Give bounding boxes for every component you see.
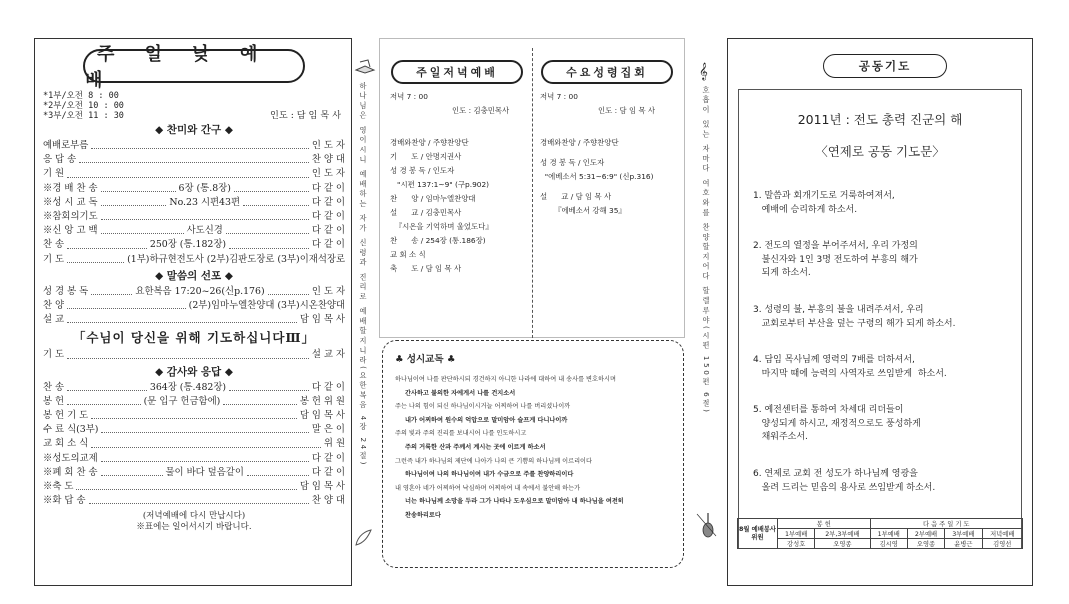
prayer-year-heading: 2011년 : 전도 총력 진군의 해 (797, 112, 963, 127)
duty-col-header: 저녁예배 (982, 529, 1022, 539)
footer-stand-note: ※표에는 일어서시기 바랍니다. (136, 522, 252, 533)
dot-leader (91, 148, 309, 149)
dot-leader (101, 461, 309, 462)
order-item: ※경 배 찬 송 (43, 182, 98, 194)
order-detail: No.23 시편43편 (169, 196, 241, 208)
duty-col-header: 1부예배 (778, 529, 815, 539)
order-detail: 250장 (통.182장) (149, 239, 227, 251)
reading-leader-line: 하나님이여 나를 판단하시되 경건하지 아니한 나라에 대하여 내 송사를 변호하시며 (395, 376, 616, 383)
order-row (43, 238, 345, 252)
reading-leader-line: 내 영혼아 네가 어찌하여 낙심하며 어찌하여 내 속에서 불안해 하는가 (395, 484, 581, 492)
common-prayer-title: 공동기도 (823, 54, 947, 78)
order-word-prayer (43, 348, 345, 362)
program-person: / 주향찬양단 (425, 138, 469, 147)
vertical-verse-left: 하나님은 영이시니 예배하는 자가 신령과 진리로 예배할지니라(요한복음 4장 24절) (359, 82, 368, 468)
program-person: / 인도자 (575, 158, 605, 167)
program-item: 설 교 (540, 192, 569, 201)
reading-leader-line: 주는 나의 힘이 되신 하나님이시거늘 어찌하여 나를 버리셨나이까 (395, 403, 571, 411)
wednesday-service-block (540, 90, 655, 218)
duty-name: 김시영 (870, 539, 907, 549)
order-detail: 사도신경 (186, 225, 223, 237)
dot-leader (67, 404, 141, 405)
order-row (43, 210, 345, 224)
order-row (43, 480, 345, 494)
prayer-line: 1. 말씀과 회개기도로 거룩하여져서, (753, 191, 895, 201)
order-person: 찬 양 대 (311, 495, 345, 507)
dot-leader (229, 248, 309, 249)
section-thanks-heading: ◆ 감사와 응답 ◆ (155, 365, 233, 378)
reading-response-line: 주의 거룩한 산과 주께서 계시는 곳에 이르게 하소서 (405, 443, 546, 451)
duty-name: 강성호 (778, 539, 815, 549)
order-person: 다 같 이 (311, 452, 345, 464)
prayer-box (738, 89, 1022, 549)
prayer-line: 교회로부터 부산을 덮는 구령의 해가 되게 하소서. (753, 318, 956, 329)
program-row (390, 178, 509, 192)
prayer-item (753, 468, 935, 495)
program-person: / 인도자 (425, 166, 455, 175)
dot-leader (268, 294, 309, 295)
program-item: 성 경 봉 독 (390, 166, 426, 175)
duty-name: 김영선 (982, 539, 1022, 549)
order-item: 예배로부름 (43, 140, 89, 151)
dot-leader (79, 162, 309, 163)
dot-leader (76, 489, 296, 490)
dot-leader (89, 503, 309, 504)
duty-group-prayer: 다 음 주 일 기 도 (870, 519, 1022, 529)
duty-name: 윤병근 (945, 539, 982, 549)
program-row (540, 170, 655, 184)
duty-col-header: 1부예배 (870, 529, 907, 539)
program-row (390, 206, 509, 220)
duty-col-header: 2부예배 (907, 529, 944, 539)
sermon-title: 「수님이 당신을 위해 기도하십니다Ⅲ」 (72, 330, 316, 346)
order-person: 인 도 자 (311, 168, 345, 180)
order-row (43, 381, 345, 395)
program-item: 설 교 (390, 208, 419, 217)
prayer-item (753, 240, 918, 281)
dot-leader (234, 191, 309, 192)
program-item: 기 도 (390, 152, 419, 161)
order-thanks (43, 381, 345, 509)
order-row (43, 466, 345, 480)
prayer-item (753, 354, 947, 381)
program-row (390, 150, 509, 164)
service-times (43, 91, 345, 121)
order-item: ※축 도 (43, 481, 74, 493)
order-row (43, 182, 345, 196)
dot-leader (67, 262, 124, 263)
program-row (540, 156, 655, 170)
evening-service-block (390, 90, 509, 276)
program-item: 축 도 (390, 264, 419, 273)
program-item: "에베소서 5:31~6:9" (신p.316) (540, 172, 654, 181)
leaf-icon (352, 527, 374, 549)
evening-time: 저녁 7 : 00 (390, 92, 428, 101)
reading-response-line: 찬송하리로다 (405, 511, 441, 519)
order-item: 찬 양 (43, 300, 65, 312)
time-3: *3부/오전 11 : 30 (43, 111, 124, 121)
order-item: 설 교 (43, 314, 65, 326)
order-item: ※화 답 송 (43, 495, 86, 507)
order-row (43, 139, 345, 153)
dot-leader (229, 390, 309, 391)
sunday-service-panel (34, 38, 352, 586)
order-row (43, 452, 345, 466)
reading-leader-line: 주의 빛과 주의 진리를 보내시어 나를 인도하시고 (395, 430, 527, 438)
order-person: 담 임 목 사 (299, 481, 345, 493)
footer-evening-note: (저녁예배에 다시 만납시다) (142, 511, 246, 522)
time-2: *2부/오전 10 : 00 (43, 101, 124, 111)
program-person: / 254장 (통.186장) (418, 236, 486, 245)
order-row (43, 285, 345, 299)
order-row (43, 494, 345, 508)
order-row (43, 299, 345, 313)
order-item: 기 도 (43, 253, 65, 265)
order-detail: (2부)임마누엘찬양대 (3부)시온찬양대 (188, 300, 345, 312)
order-item: 봉 헌 (43, 395, 65, 407)
wednesday-service-title: 수요성령집회 (541, 60, 673, 84)
program-person: / 담 임 목 사 (568, 192, 612, 201)
order-item: 찬 송 (43, 239, 65, 251)
order-row (43, 423, 345, 437)
duty-table (737, 518, 1023, 549)
program-item: 성 경 봉 독 (540, 158, 576, 167)
prayer-line: 마지막 때에 능력의 사역자로 쓰임받게 하소서. (753, 368, 947, 379)
order-item: 수 료 식(3부) (43, 424, 99, 436)
program-item: 찬 양 (390, 194, 419, 203)
order-row (43, 409, 345, 423)
order-person: 다 같 이 (311, 239, 345, 251)
program-person: / 김충민목사 (418, 208, 462, 217)
order-detail: 6장 (통.8장) (178, 182, 231, 194)
order-detail: 364장 (통.482장) (149, 381, 227, 393)
dot-leader (101, 432, 308, 433)
program-row (390, 192, 509, 206)
section-praise-heading: ◆ 찬미와 간구 ◆ (155, 124, 233, 136)
program-person: / 임마누엘찬양대 (418, 194, 476, 203)
program-item: 찬 송 (390, 236, 419, 245)
order-row (43, 196, 345, 210)
program-row (390, 220, 509, 234)
order-item: 봉 헌 기 도 (43, 410, 89, 422)
order-row (43, 395, 345, 409)
responsive-reading-title: ♣ 성시교독 ♣ (395, 354, 456, 365)
dot-leader (67, 322, 297, 323)
duty-col-header: 3부예배 (945, 529, 982, 539)
order-person: 다 같 이 (311, 196, 346, 208)
dot-leader (91, 447, 321, 448)
prayer-line: 5. 예전센터를 통하여 차세대 리더들이 (753, 405, 904, 415)
time-1: *1부/오전 8 : 00 (43, 91, 119, 101)
program-item: 『에베소서 강해 35』 (540, 206, 626, 215)
order-word (43, 285, 345, 328)
order-person: 담 임 목 사 (299, 410, 345, 422)
order-row (43, 167, 345, 181)
wednesday-time: 저녁 7 : 00 (540, 92, 578, 101)
duty-name: 오영종 (907, 539, 944, 549)
column-divider (532, 48, 533, 338)
program-item: "시편 137:1~9" (구p.902) (390, 180, 490, 189)
order-item: 교 회 소 식 (43, 438, 89, 450)
prayer-line: 3. 성령의 불, 부흥의 불을 내려주셔서, 우리 (753, 305, 924, 315)
order-item: 응 답 송 (43, 154, 77, 166)
treble-clef-icon: 𝄞 (699, 62, 708, 80)
reading-response-line: 하나님이여 나의 하나님이여 내가 수금으로 주를 찬양하리이다 (405, 471, 574, 479)
dot-leader (67, 248, 147, 249)
duty-group-offering: 봉 헌 (778, 519, 871, 529)
program-row (540, 136, 655, 150)
wednesday-leader: 인도 : 담 임 목 사 (598, 106, 656, 115)
prayer-subheading: 〈연제로 공동 기도문〉 (815, 144, 945, 159)
order-person: 말 은 이 (311, 424, 345, 436)
order-person: 다 같 이 (311, 225, 346, 237)
duty-row-label: 8월 예배봉사위원 (738, 519, 778, 549)
order-person: 인 도 자 (311, 285, 346, 297)
order-person: 다 같 이 (311, 182, 345, 194)
order-person: 봉 헌 위 원 (299, 395, 345, 407)
order-praise (43, 139, 345, 267)
order-person: 다 같 이 (311, 381, 345, 393)
dot-leader (226, 233, 309, 234)
dot-leader (67, 390, 147, 391)
order-person: 위 원 (323, 438, 345, 450)
order-item: 찬 송 (43, 381, 65, 393)
order-detail: (1부)하규현전도사 (2부)김판도장로 (3부)이재석장로 (127, 253, 345, 265)
order-row (43, 153, 345, 167)
order-row (43, 224, 345, 238)
program-row (390, 234, 509, 248)
order-row (43, 348, 345, 362)
program-row (390, 136, 509, 150)
order-person: 인 도 자 (311, 140, 345, 151)
violin-icon (694, 510, 718, 540)
prayer-line: 양성되게 하시고, 재정적으로도 풍성하게 (753, 418, 921, 429)
order-person: 다 같 이 (311, 211, 345, 223)
order-row (43, 437, 345, 451)
dot-leader (247, 475, 309, 476)
prayer-line: 올려 드리는 믿음의 용사로 쓰임받게 하소서. (753, 482, 936, 493)
program-person: / 주향찬양단 (575, 138, 619, 147)
program-person: / 안명지권사 (418, 152, 462, 161)
program-item: 경배와찬양 (540, 138, 576, 147)
program-row (390, 262, 509, 276)
duty-col-header: 2부,3부예배 (815, 529, 870, 539)
order-detail: (문 입구 헌금함에) (143, 395, 221, 407)
order-person: 다 같 이 (311, 466, 346, 478)
evening-service-title: 주일저녁예배 (391, 60, 523, 84)
book-icon (354, 58, 376, 74)
order-item: ※폐 회 찬 송 (43, 466, 98, 478)
program-item: 경배와찬양 (390, 138, 426, 147)
order-row (43, 253, 345, 267)
order-detail: 요한복음 17:20~26(신p.176) (135, 285, 265, 297)
order-item: ※참회의기도 (43, 211, 98, 223)
order-item: ※성 시 교 독 (43, 196, 98, 208)
reading-leader-line: 그런즉 내가 하나님의 제단에 나아가 나의 큰 기쁨의 하나님께 이르리이다 (395, 457, 593, 465)
order-item: 기 원 (43, 168, 65, 180)
program-item: 교 회 소 식 (390, 250, 426, 259)
service-leader: 인도 : 담 임 목 사 (270, 110, 341, 121)
prayer-item (753, 190, 895, 217)
prayer-item (753, 304, 956, 331)
dot-leader (101, 191, 176, 192)
order-person: 담 임 목 사 (299, 314, 345, 326)
order-detail: 물이 바다 덮음같이 (165, 466, 244, 478)
responsive-reading-box (382, 340, 684, 568)
prayer-line: 4. 담임 목사님께 영력의 7배를 더하셔서, (753, 355, 915, 365)
reading-response-line: 간사하고 불의한 자에게서 나를 건지소서 (405, 389, 516, 397)
program-row (540, 190, 655, 204)
dot-leader (101, 205, 167, 206)
order-item: 기 도 (43, 349, 65, 361)
program-person: / 담 임 목 사 (418, 264, 462, 273)
dot-leader (91, 418, 297, 419)
dot-leader (91, 294, 132, 295)
program-item: 『시온을 기억하며 울었도다』 (390, 222, 493, 231)
vertical-verse-right: 호흡이 있는 자마다 여호와를 찬양할지어다 할렐루야(시편 150편 6절) (702, 86, 711, 415)
prayer-line: 6. 연제로 교회 전 성도가 하나님께 영광을 (753, 469, 918, 479)
dot-leader (67, 308, 186, 309)
program-row (540, 204, 655, 218)
dot-leader (223, 404, 297, 405)
order-item: ※성도의교제 (43, 452, 98, 464)
dot-leader (67, 177, 309, 178)
dot-leader (243, 205, 309, 206)
reading-response-line: 내가 어찌하여 원수의 억압으로 말미암아 슬프게 다니나이까 (405, 416, 568, 424)
section-word-heading: ◆ 말씀의 선포 ◆ (155, 269, 233, 282)
order-item: 성 경 봉 독 (43, 285, 89, 297)
dot-leader (101, 233, 184, 234)
order-person: 찬 양 대 (311, 154, 345, 166)
prayer-line: 불신자와 1인 3명 전도하여 부흥의 해가 (753, 254, 918, 265)
order-item: ※신 앙 고 백 (43, 225, 98, 237)
program-row (390, 248, 509, 262)
common-prayer-panel (727, 38, 1033, 586)
evening-leader: 인도 : 김충민목사 (452, 106, 510, 115)
prayer-line: 되게 하소서. (753, 268, 811, 278)
order-person: 설 교 자 (311, 349, 345, 361)
dot-leader (67, 358, 309, 359)
order-row (43, 313, 345, 327)
dot-leader (101, 475, 163, 476)
duty-name: 오영종 (815, 539, 870, 549)
sunday-service-title: 주 일 낮 예 배 (83, 49, 305, 83)
program-row (390, 164, 509, 178)
prayer-line: 2. 전도의 열정을 부어주셔서, 우리 가정의 (753, 241, 918, 251)
prayer-item (753, 404, 921, 445)
prayer-line: 채워주소서. (753, 432, 808, 442)
prayer-line: 예배에 승리하게 하소서. (753, 204, 858, 215)
dot-leader (101, 219, 309, 220)
reading-response-line: 너는 하나님께 소망을 두라 그가 나타나 도우심으로 말미암아 내 하나님을 여전히 (405, 498, 624, 506)
